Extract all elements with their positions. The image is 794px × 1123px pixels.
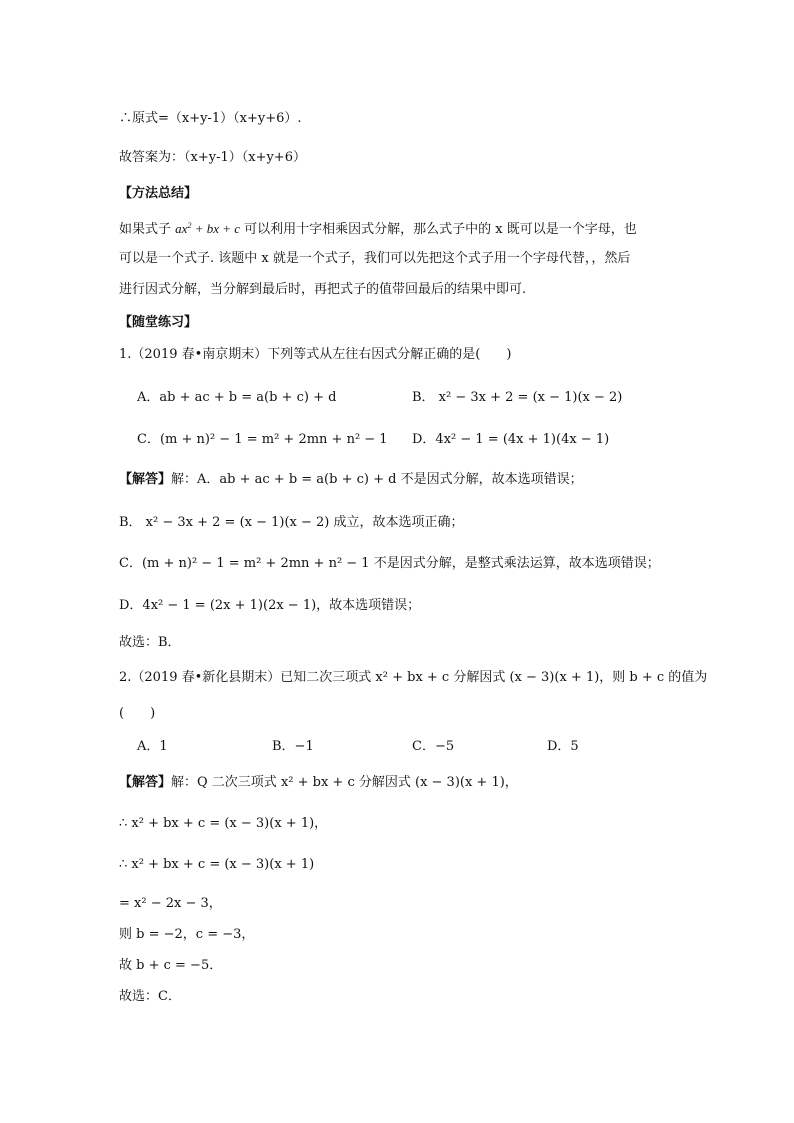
q2-solution-1 — [119, 774, 518, 792]
q2-solution-5: 则 b = −2，c = −3， — [119, 927, 255, 942]
q2-solution-3: ∴ x² + bx + c = (x − 3)(x + 1) — [119, 857, 315, 872]
q1-answer-a — [119, 471, 583, 489]
q2-choice: 故选：C． — [119, 989, 181, 1004]
q1-option-b: B． x² − 3x + 2 = (x − 1)(x − 2) — [412, 390, 623, 405]
q2-option-c: C．−5 — [412, 739, 455, 754]
q1-answer-b: B． x² − 3x + 2 = (x − 1)(x − 2) 成立，故本选项正确； — [119, 515, 464, 530]
q1-option-a: A．ab + ac + b = a(b + c) + d — [137, 390, 337, 405]
q2-option-a: A．1 — [137, 739, 168, 754]
question-2-paren: ( ) — [119, 706, 156, 721]
answer-text: 解：Q 二次三项式 x² + bx + c 分解因式 (x − 3)(x + 1)， — [171, 775, 518, 790]
method-paragraph-line-1 — [119, 220, 637, 239]
answer-tag: 【解答】 — [119, 775, 172, 790]
answer-text: 解：A．ab + ac + b = a(b + c) + d 不是因式分解，故本选项错误； — [171, 472, 583, 487]
answer-tag: 【解答】 — [119, 472, 172, 487]
q2-solution-4: = x² − 2x − 3， — [119, 896, 222, 911]
q1-choice: 故选：B． — [119, 635, 181, 650]
q2-solution-2: ∴ x² + bx + c = (x − 3)(x + 1)， — [119, 816, 328, 831]
method-text: 如果式子 — [119, 222, 172, 237]
q2-solution-6: 故 b + c = −5． — [119, 958, 223, 973]
result-line: ∴原式=（x+y-1）（x+y+6）. — [119, 111, 302, 126]
question-2-stem: 2.（2019 春•新化县期末）已知二次三项式 x² + bx + c 分解因式 (x − 3)(x + 1)，则 b + c 的值为 — [119, 670, 708, 685]
q1-option-c: C．(m + n)² − 1 = m² + 2mn + n² − 1 — [137, 432, 388, 447]
question-1-stem: 1.（2019 春•南京期末）下列等式从左往右因式分解正确的是( ) — [119, 347, 512, 362]
method-heading: 【方法总结】 — [119, 186, 198, 201]
q1-answer-c: C．(m + n)² − 1 = m² + 2mn + n² − 1 不是因式分解，是整式乘法运算，故本选项错误； — [119, 556, 660, 571]
practice-heading: 【随堂练习】 — [119, 315, 198, 330]
method-text: 可以利用十字相乘因式分解，那么式子中的 x 既可以是一个字母，也 — [244, 222, 637, 237]
q2-option-b: B．−1 — [272, 739, 314, 754]
answer-line: 故答案为：（x+y-1）（x+y+6） — [119, 150, 306, 165]
method-paragraph-line-3: 进行因式分解，当分解到最后时，再把式子的值带回最后的结果中即可. — [119, 282, 527, 297]
q1-option-d: D．4x² − 1 = (4x + 1)(4x − 1) — [412, 432, 610, 447]
method-paragraph-line-2: 可以是一个式子. 该题中 x 就是一个式子，我们可以先把这个式子用一个字母代替，，然后 — [119, 251, 631, 266]
q2-option-d: D．5 — [547, 739, 579, 754]
quadratic-expression: $ax^2$ + bx + c — [175, 221, 241, 236]
q1-answer-d: D．4x² − 1 = (2x + 1)(2x − 1)，故本选项错误； — [119, 598, 421, 613]
